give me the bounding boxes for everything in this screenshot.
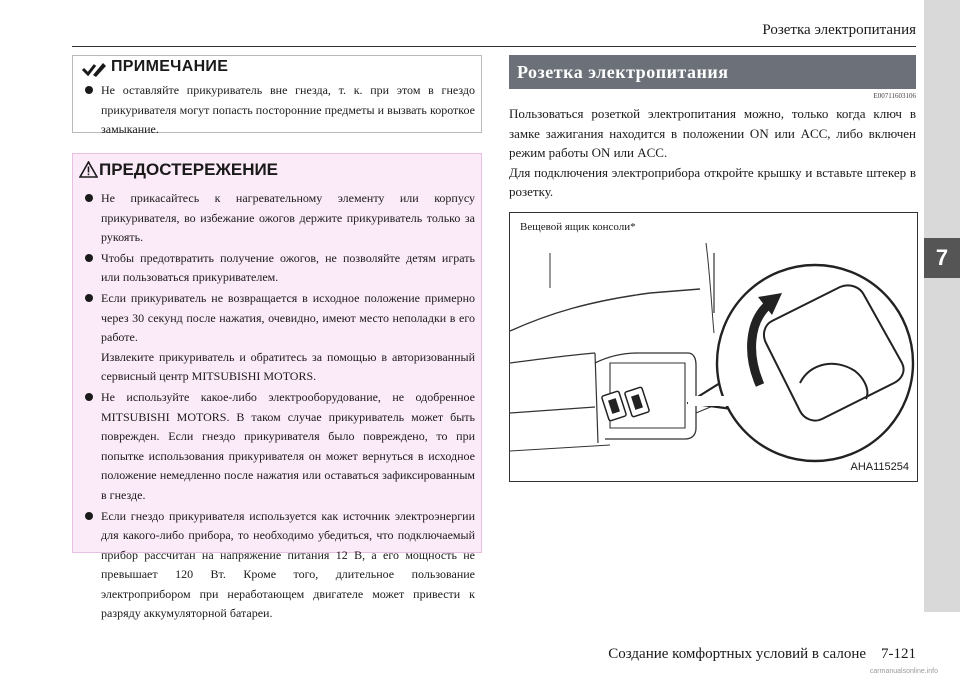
- body-paragraph: Для подключения электроприбора откройте крышку и вставьте штекер в розетку.: [509, 164, 916, 199]
- warning-item: Если прикуриватель не возвращается в исходное положение примерно через 30 секунд после нажатия, очевидно, имеют место неполадки в его работе. Извлеките прикуриватель и обратитесь за помощью в авторизованный сервисный центр MITSUBISHI MOTORS.: [85, 289, 475, 387]
- note-item: Не оставляйте прикуриватель вне гнезда, т. к. при этом в гнездо прикуривателя могут попасть посторонние предметы и вызвать короткое замыкание.: [85, 81, 475, 140]
- warning-triangle-icon: [79, 161, 98, 183]
- section-header-bar: [509, 55, 916, 89]
- chapter-tab[interactable]: 7: [924, 238, 960, 278]
- warning-list: [85, 189, 475, 625]
- warning-item: Не используйте какое-либо электрооборудование, не одобренное MITSUBISHI MOTORS. В таком случае прикуриватель может быть поврежден. Если гнездо прикуривателя было повреждено, то при попытке использования прикуривателя он может вернуться в исходное положение немедленно после нажатия или оставаться зафиксированным в гнезде.: [85, 388, 475, 506]
- figure-caption: Вещевой ящик консоли*: [520, 221, 636, 233]
- section-body: [509, 104, 916, 202]
- console-illustration: [510, 213, 917, 481]
- console-socket-figure: [509, 212, 918, 482]
- page-footer: Создание комфортных условий в салоне 7-121: [608, 646, 916, 662]
- warning-label: ПРЕДОСТЕРЕЖЕНИЕ: [99, 160, 279, 179]
- note-list: [85, 81, 475, 141]
- warning-box: [72, 153, 482, 621]
- warning-item: Не прикасайтесь к нагревательному элементу или корпусу прикуривателя, во избежание ожогов держите прикуриватель только за рукоять.: [85, 189, 475, 248]
- warning-item-continuation: Извлеките прикуриватель и обратитесь за помощью в авторизованный сервисный центр MITSUBISHI MOTORS.: [101, 349, 475, 384]
- note-box: [72, 55, 482, 137]
- side-strip: [924, 0, 960, 612]
- bullet-icon: [85, 393, 93, 401]
- document-code: E00711603106: [873, 92, 916, 100]
- header-rule: [72, 46, 916, 47]
- warning-item: Чтобы предотвратить получение ожогов, не позволяйте детям играть или пользоваться прикуривателем.: [85, 249, 475, 288]
- watermark: carmanualsonline.info: [869, 668, 938, 675]
- bullet-icon: [85, 194, 93, 202]
- note-label: ПРИМЕЧАНИЕ: [111, 58, 229, 75]
- bullet-icon: [85, 294, 93, 302]
- body-paragraph: Пользоваться розеткой электропитания можно, только когда ключ в замке зажигания находится в положении ON или ACC, либо включен режим работы ON или ACC.: [509, 106, 916, 160]
- section-title: Розетка электропитания: [517, 61, 729, 82]
- warning-item: Если гнездо прикуривателя используется как источник электроэнергии для какого-либо прибора, то необходимо убедиться, что подключаемый прибор рассчитан на напряжение питания 12 В, а его мощность не превышает 120 Вт. Кроме того, длительное пользование электроприбором при неработающем двигателе может привести к разряду аккумуляторной батареи.: [85, 507, 475, 625]
- figure-code: AHA115254: [850, 461, 909, 473]
- pencil-check-icon: [81, 60, 107, 83]
- bullet-icon: [85, 254, 93, 262]
- bullet-icon: [85, 86, 93, 94]
- page-header-title: Розетка электропитания: [762, 22, 916, 38]
- bullet-icon: [85, 512, 93, 520]
